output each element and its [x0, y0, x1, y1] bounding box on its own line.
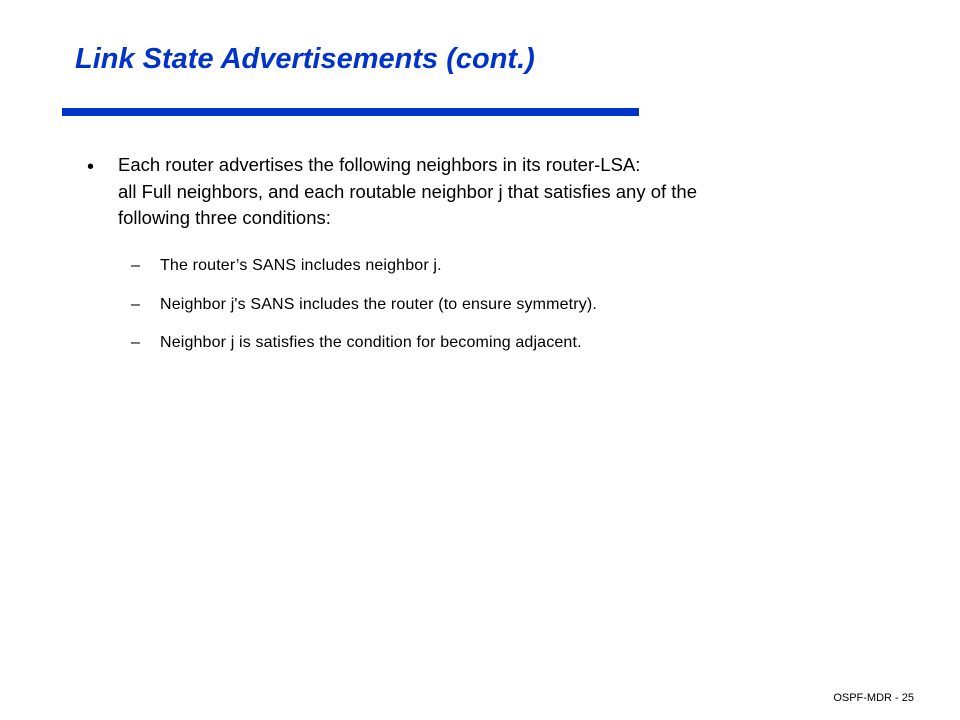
main-bullet-line: following three conditions:: [118, 207, 331, 228]
sub-bullet-item: [131, 256, 871, 276]
sub-bullet-text: The router’s SANS includes neighbor j.: [160, 257, 442, 274]
sub-bullet-item: [131, 333, 871, 353]
dash-marker-icon: –: [131, 334, 140, 351]
sub-bullet-item: [131, 295, 871, 315]
main-bullet-text: [118, 152, 875, 232]
main-bullet: [85, 152, 875, 232]
slide-title: Link State Advertisements (cont.): [75, 43, 535, 75]
slide-footer: OSPF-MDR - 25: [833, 692, 914, 704]
sub-bullet-text: Neighbor j's SANS includes the router (to ensure symmetry).: [160, 295, 597, 313]
title-underline-rule: [62, 108, 639, 116]
dash-marker-icon: –: [131, 257, 140, 274]
main-bullet-line: Each router advertises the following neighbors in its router-LSA:: [118, 154, 641, 175]
sub-bullet-text: Neighbor j is satisfies the condition for becoming adjacent.: [160, 334, 582, 351]
sub-bullet-list: [131, 256, 871, 372]
main-bullet-line: all Full neighbors, and each routable neighbor j that satisfies any of the: [118, 180, 698, 202]
dash-marker-icon: –: [131, 295, 140, 313]
bullet-dot-icon: •: [87, 156, 95, 178]
